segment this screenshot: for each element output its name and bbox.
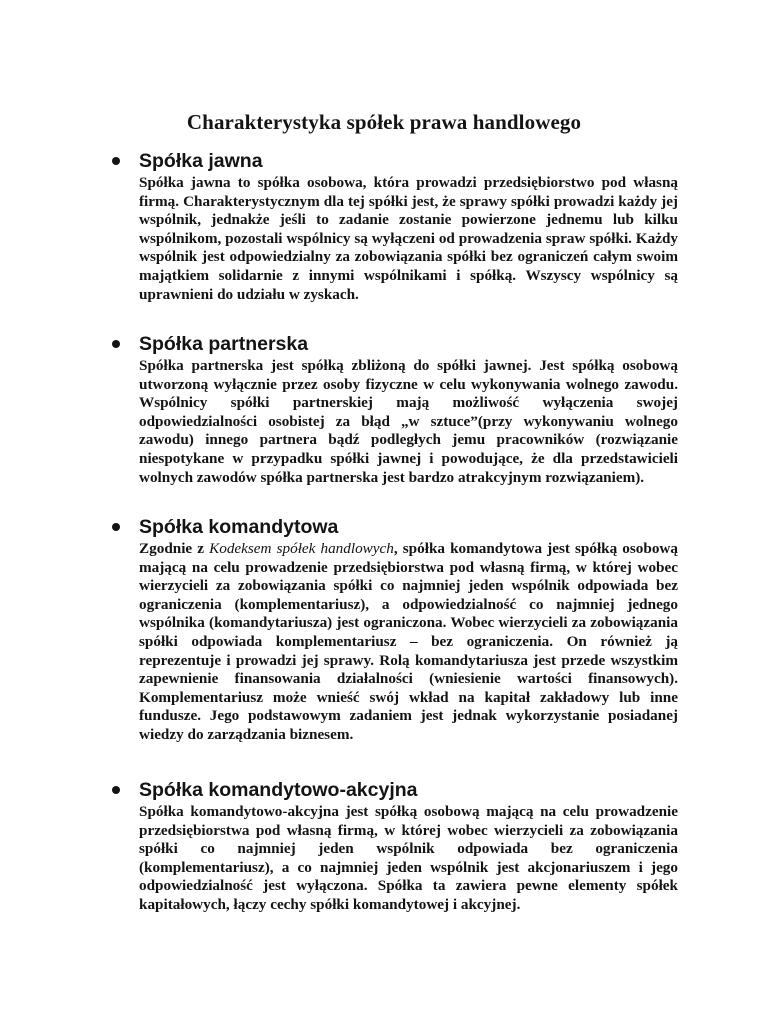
section-heading-row — [112, 331, 678, 357]
bullet-icon — [112, 157, 120, 165]
section-heading-row — [112, 148, 678, 174]
section-spolka-jawna — [112, 148, 678, 304]
section-heading: Spółka jawna — [139, 150, 263, 172]
section-heading-row — [112, 514, 678, 540]
bullet-icon — [112, 523, 120, 531]
section-heading: Spółka partnerska — [139, 333, 309, 355]
section-spolka-komandytowa — [112, 514, 678, 745]
kodeks-reference-link[interactable]: Kodeksem spółek handlowych — [209, 540, 394, 557]
section-heading-row — [112, 777, 678, 803]
section-body: Spółka partnerska jest spółką zbliżoną do spółki jawnej. Jest spółką osobową utworzoną wyłącznie przez osoby fizyczne w celu wykonywania wolnego zawodu. Wspólnicy spółki partnerskiej mają możliwość wyłączenia swojej odpowiedzialności osobistej za błąd „w sztuce”(przy wykonywaniu wolnego zawodu) innego partnera bądź podległych jemu pracowników (rozwiązanie niespotykane w przypadku spółki jawnej i powodujące, że dla przedstawicieli wolnych zawodów spółka partnerska jest bardzo atrakcyjnym rozwiązaniem). — [139, 357, 678, 486]
body-prefix-text: Zgodnie z — [139, 540, 210, 557]
section-heading: Spółka komandytowa — [139, 516, 339, 538]
section-body: Spółka jawna to spółka osobowa, która prowadzi przedsiębiorstwo pod własną firmą. Charakterystycznym dla tej spółki jest, że sprawy spółki prowadzi każdy jej wspólnik, jednakże jeśli to zadanie zostanie powierzone jednemu lub kilku wspólnikom, pozostali wspólnicy są wyłączeni od prowadzenia spraw spółki. Każdy wspólnik jest odpowiedzialny za zobowiązania spółki bez ograniczeń całym swoim majątkiem solidarnie z innymi wspólnikami i spółką. Wszyscy wspólnicy są uprawnieni do udziału w zyskach. — [139, 174, 678, 303]
document-title: Charakterystyka spółek prawa handlowego — [186, 110, 582, 134]
body-main-text: , spółka komandytowa jest spółką osobową mającą na celu prowadzenie przedsiębiorstwa pod własną firmą, w której wobec wierzycieli za zobowiązania spółki co najmniej jeden wspólnik odpowiada bez ograniczenia (komplementariusz), a odpowiedzialność co najmniej jednego wspólnika (komandytariusza) jest ograniczona. Wobec wierzycieli za zobowiązania spółki odpowiada komplementariusz – bez ograniczenia. On również ją reprezentuje i prowadzi jej sprawy. Rolą komandytariusza jest przede wszystkim zapewnienie finansowania działalności (wniesienie wartości finansowych). Komplementariusz może wnieść swój wkład na kapitał zakładowy lub inne fundusze. Jego podstawowym zadaniem jest jednak wykorzystanie posiadanej wiedzy do zarządzania biznesem. — [139, 540, 678, 743]
section-heading: Spółka komandytowo-akcyjna — [139, 779, 418, 801]
section-body — [139, 540, 678, 745]
bullet-icon — [112, 786, 120, 794]
section-body: Spółka komandytowo-akcyjna jest spółką osobową mającą na celu prowadzenie przedsiębiorstwa pod własną firmą, w której wobec wierzycieli za zobowiązania spółki co najmniej jeden wspólnik odpowiada bez ograniczenia (komplementariusz), a co najmniej jeden wspólnik jest akcjonariuszem i jego odpowiedzialność jest wyłączona. Spółka ta zawiera pewne elementy spółek kapitałowych, łączy cechy spółki komandytowej i akcyjnej. — [139, 803, 678, 913]
section-spolka-komandytowo-akcyjna — [112, 777, 678, 915]
section-spolka-partnerska — [112, 331, 678, 487]
bullet-icon — [112, 340, 120, 348]
